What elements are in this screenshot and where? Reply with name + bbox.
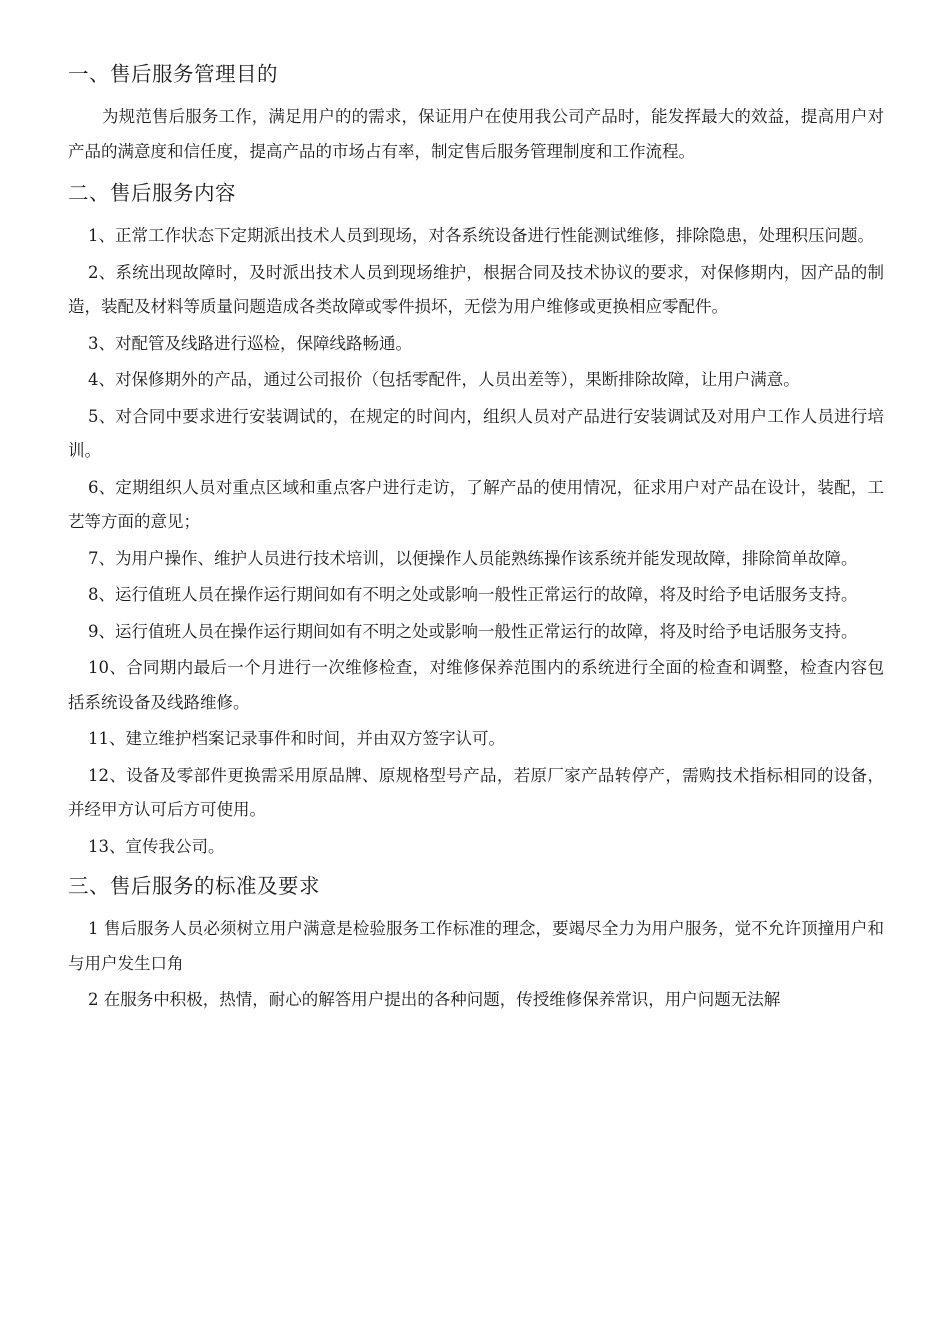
content-item-3: 3、对配管及线路进行巡检，保障线路畅通。	[88, 333, 412, 353]
section-heading-standards: 三、售后服务的标准及要求	[68, 874, 320, 898]
content-item-1: 1、正常工作状态下定期派出技术人员到现场，对各系统设备进行性能测试维修，排除隐患，处理积压问题。	[88, 226, 874, 245]
content-item-4: 4、对保修期外的产品，通过公司报价（包括零配件，人员出差等），果断排除故障，让用户满意。	[88, 370, 800, 389]
content-item-6: 6、定期组织人员对重点区域和重点客户进行走访，了解产品的使用情况，征求用户对产品在设计，装配，工艺等方面的意见；	[68, 477, 884, 531]
document-page	[68, 56, 884, 1018]
standards-item-2: 2 在服务中积极，热情，耐心的解答用户提出的各种问题，传授维修保养常识，用户问题无法解	[88, 990, 781, 1009]
content-item-2: 2、系统出现故障时，及时派出技术人员到现场维护，根据合同及技术协议的要求，对保修期内，因产品的制造，装配及材料等质量问题造成各类故障或零件损坏，无偿为用户维修或更换相应零配件。	[68, 262, 884, 316]
standards-item-1: 1 售后服务人员必须树立用户满意是检验服务工作标准的理念，要竭尽全力为用户服务，觉不允许顶撞用户和与用户发生口角	[68, 919, 884, 973]
purpose-paragraph: 为规范售后服务工作，满足用户的的需求，保证用户在使用我公司产品时，能发挥最大的效益，提高用户对产品的满意度和信任度，提高产品的市场占有率，制定售后服务管理制度和工作流程。	[68, 107, 884, 161]
content-item-13: 13、宣传我公司。	[88, 836, 225, 856]
content-item-10: 10、合同期内最后一个月进行一次维修检查，对维修保养范围内的系统进行全面的检查和调整，检查内容包括系统设备及线路维修。	[68, 658, 884, 712]
content-item-11: 11、建立维护档案记录事件和时间，并由双方签字认可。	[88, 729, 505, 748]
content-item-8: 8、运行值班人员在操作运行期间如有不明之处或影响一般性正常运行的故障，将及时给予电话服务支持。	[88, 585, 858, 604]
content-item-5: 5、对合同中要求进行安装调试的，在规定的时间内，组织人员对产品进行安装调试及对用户工作人员进行培训。	[68, 406, 884, 460]
content-item-7: 7、为用户操作、维护人员进行技术培训，以便操作人员能熟练操作该系统并能发现故障，排除简单故障。	[88, 548, 858, 568]
section-heading-content: 二、售后服务内容	[68, 181, 236, 205]
content-item-12: 12、设备及零部件更换需采用原品牌、原规格型号产品，若原厂家产品转停产，需购技术指标相同的设备，并经甲方认可后方可使用。	[68, 765, 884, 819]
content-item-9: 9、运行值班人员在操作运行期间如有不明之处或影响一般性正常运行的故障，将及时给予电话服务支持。	[88, 621, 858, 641]
section-heading-purpose: 一、售后服务管理目的	[68, 62, 278, 86]
